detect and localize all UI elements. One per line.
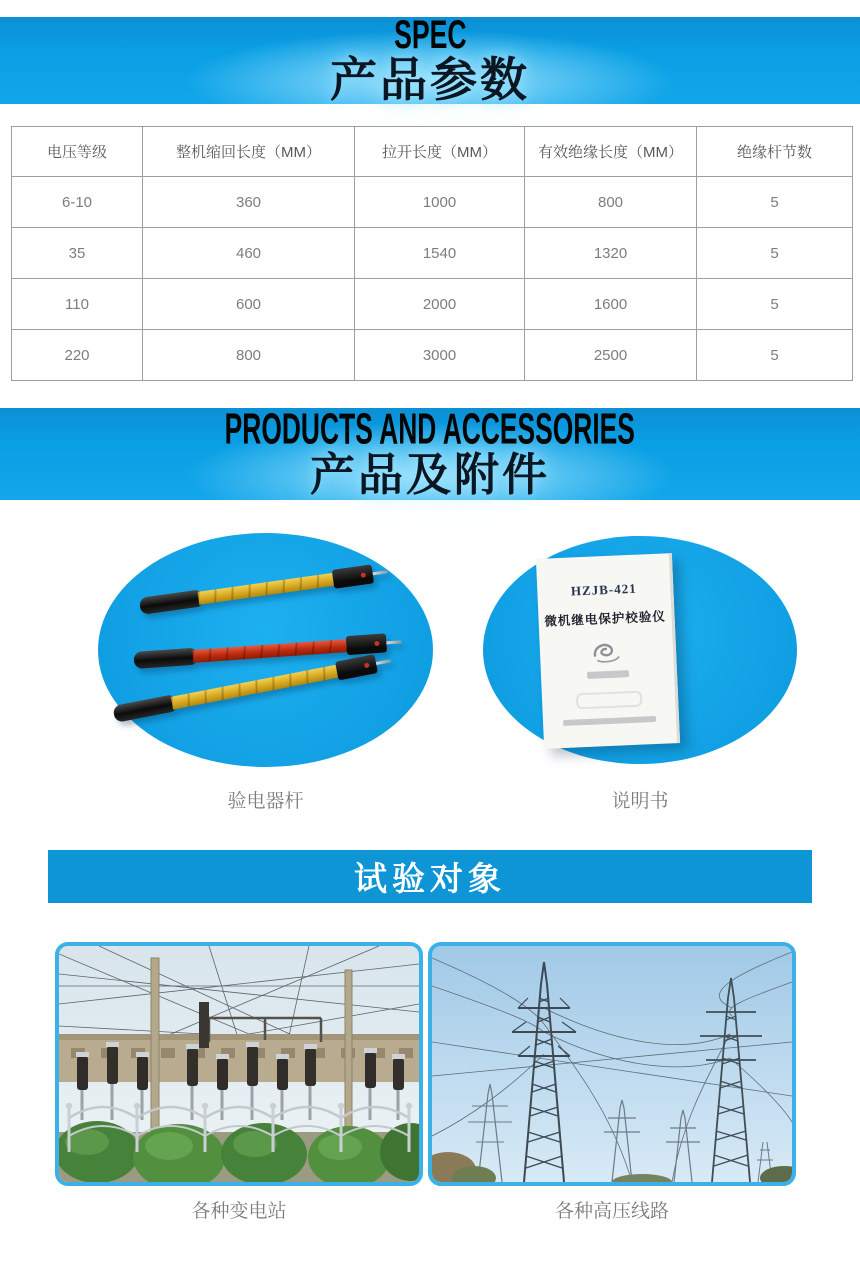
- table-cell: 2500: [525, 330, 697, 381]
- table-cell: 1320: [525, 228, 697, 279]
- caption-substation: 各种变电站: [191, 1201, 287, 1222]
- pen-shaft: [171, 664, 340, 709]
- manual-company-smudge: [563, 716, 656, 726]
- spec-banner-title-en: SPEC: [393, 11, 467, 57]
- substation-scene: [59, 946, 419, 1182]
- table-cell: 6-10: [12, 177, 143, 228]
- pen-probe-tip: [386, 640, 401, 644]
- table-cell: 5: [697, 330, 853, 381]
- manual-booklet: [536, 553, 680, 749]
- table-cell: 1540: [355, 228, 525, 279]
- caption-powerline: 各种高压线路: [554, 1201, 669, 1222]
- substation-photo: [55, 942, 423, 1186]
- manual-title: 微机继电保护校验仪: [544, 609, 667, 629]
- table-row: [12, 177, 853, 228]
- manual-logo-icon: [588, 639, 625, 667]
- caption-manual: 说明书: [611, 791, 669, 812]
- spec-table-header-row: [12, 127, 853, 177]
- table-cell: 220: [12, 330, 143, 381]
- table-cell: 35: [12, 228, 143, 279]
- table-cell: 460: [143, 228, 355, 279]
- header-cell-insulation-length: 有效绝缘长度（MM）: [525, 127, 697, 177]
- spec-table: [11, 126, 853, 381]
- test-objects-banner-title: 试验对象: [354, 860, 506, 897]
- table-cell: 600: [143, 279, 355, 330]
- pen-grip: [112, 694, 178, 723]
- manual-logo-text-smudge: [586, 670, 628, 679]
- table-cell: 2000: [355, 279, 525, 330]
- tester-pen: [139, 562, 389, 616]
- table-cell: 3000: [355, 330, 525, 381]
- table-cell: 360: [143, 177, 355, 228]
- pen-detector-head: [335, 654, 378, 680]
- products-banner: [0, 404, 860, 500]
- pen-probe-tip: [376, 659, 391, 665]
- manual-watermark: [575, 691, 642, 710]
- powerline-scene: [432, 946, 792, 1182]
- test-objects-banner: [48, 850, 812, 903]
- manual-model: HZJB-421: [570, 580, 638, 599]
- table-cell: 5: [697, 177, 853, 228]
- caption-tester-rods: 验电器杆: [227, 791, 304, 812]
- table-cell: 110: [12, 279, 143, 330]
- table-row: [12, 330, 853, 381]
- table-cell: 1000: [355, 177, 525, 228]
- table-cell: 1600: [525, 279, 697, 330]
- tester-rods-photo-disc: [98, 533, 433, 767]
- table-cell: 5: [697, 228, 853, 279]
- header-cell-voltage: 电压等级: [12, 127, 143, 177]
- spec-banner: [0, 11, 860, 106]
- manual-photo-disc: [483, 536, 797, 764]
- table-cell: 5: [697, 279, 853, 330]
- pen-grip: [139, 589, 205, 615]
- products-banner-title-zh: 产品及附件: [309, 448, 550, 500]
- pen-probe-tip: [373, 570, 388, 575]
- products-banner-title-en: PRODUCTS AND ACCESSORIES: [224, 404, 636, 453]
- table-row: [12, 228, 853, 279]
- table-row: [12, 279, 853, 330]
- table-cell: 800: [525, 177, 697, 228]
- powerline-photo: [428, 942, 796, 1186]
- header-cell-sections: 绝缘杆节数: [697, 127, 853, 177]
- table-cell: 800: [143, 330, 355, 381]
- header-cell-extended-length: 拉开长度（MM）: [355, 127, 525, 177]
- pen-grip: [133, 648, 198, 669]
- pen-shaft: [198, 573, 336, 605]
- pen-detector-head: [332, 564, 374, 588]
- spec-banner-title-zh: 产品参数: [330, 52, 530, 106]
- pen-shaft: [192, 639, 349, 663]
- header-cell-retracted-length: 整机缩回长度（MM）: [143, 127, 355, 177]
